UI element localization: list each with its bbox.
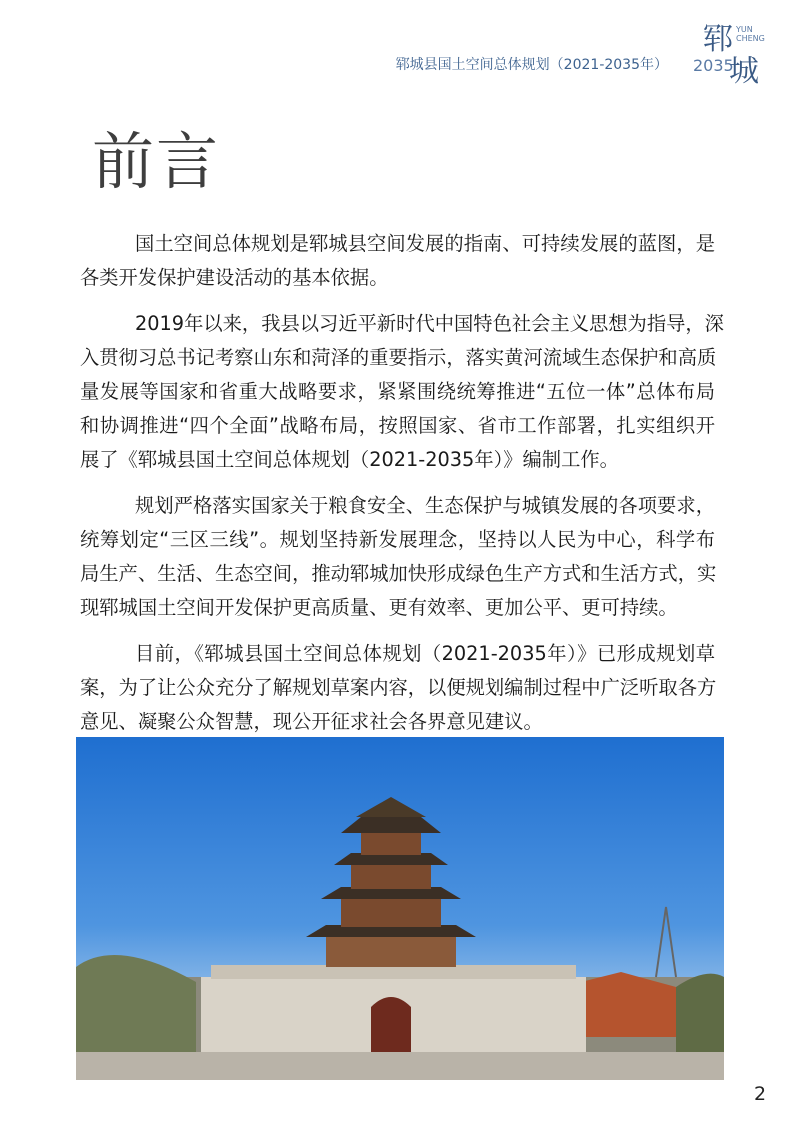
- text-line: 目前，《郓城县国土空间总体规划（2021-2035年）》已形成规划草: [135, 642, 715, 665]
- logo: [693, 14, 773, 89]
- text-line: 量发展等国家和省重大战略要求，紧紧围绕统筹推进“五位一体”总体布局: [80, 380, 715, 403]
- paragraph: [80, 227, 715, 295]
- text-line: 统筹划定“三区三线”。规划坚持新发展理念，坚持以人民为中心，科学布: [80, 528, 715, 551]
- text-line: 2019年以来，我县以习近平新时代中国特色社会主义思想为指导，深: [135, 312, 724, 335]
- text-line: 规划严格落实国家关于粮食安全、生态保护与城镇发展的各项要求，: [135, 494, 715, 517]
- text-line: 入贯彻习总书记考察山东和菏泽的重要指示，落实黄河流域生态保护和高质: [80, 346, 717, 369]
- logo-year: 2035: [693, 56, 734, 75]
- text-line: 意见、凝聚公众智慧，现公开征求社会各界意见建议。: [80, 710, 543, 733]
- paragraph: [80, 489, 715, 625]
- logo-en: YUN CHENG: [736, 25, 765, 43]
- text-line: 局生产、生活、生态空间，推动郓城加快形成绿色生产方式和生活方式，实: [80, 562, 717, 585]
- logo-char-2: 城: [729, 54, 759, 89]
- body-text: [80, 227, 724, 751]
- tower-illustration: [76, 737, 724, 1080]
- text-line: 案，为了让公众充分了解规划草案内容，以便规划编制过程中广泛听取各方: [80, 676, 717, 699]
- page-number: 2: [754, 1083, 767, 1105]
- text-line: 国土空间总体规划是郓城县空间发展的指南、可持续发展的蓝图，是: [135, 232, 715, 255]
- text-line: 和协调推进“四个全面”战略布局，按照国家、省市工作部署，扎实组织开: [80, 414, 715, 437]
- header-doc-title: 郓城县国土空间总体规划（2021-2035年）: [395, 57, 668, 73]
- text-line: 展了《郓城县国土空间总体规划（2021-2035年）》编制工作。: [80, 448, 619, 471]
- paragraph: [80, 307, 724, 477]
- logo-char-1: 郓: [703, 22, 733, 57]
- text-line: 各类开发保护建设活动的基本依据。: [80, 266, 389, 289]
- tower-photo: [76, 737, 724, 1080]
- text-line: 现郓城国土空间开发保护更高质量、更有效率、更加公平、更可持续。: [80, 596, 678, 619]
- paragraph: [80, 637, 715, 739]
- page-title: 前言: [92, 125, 221, 198]
